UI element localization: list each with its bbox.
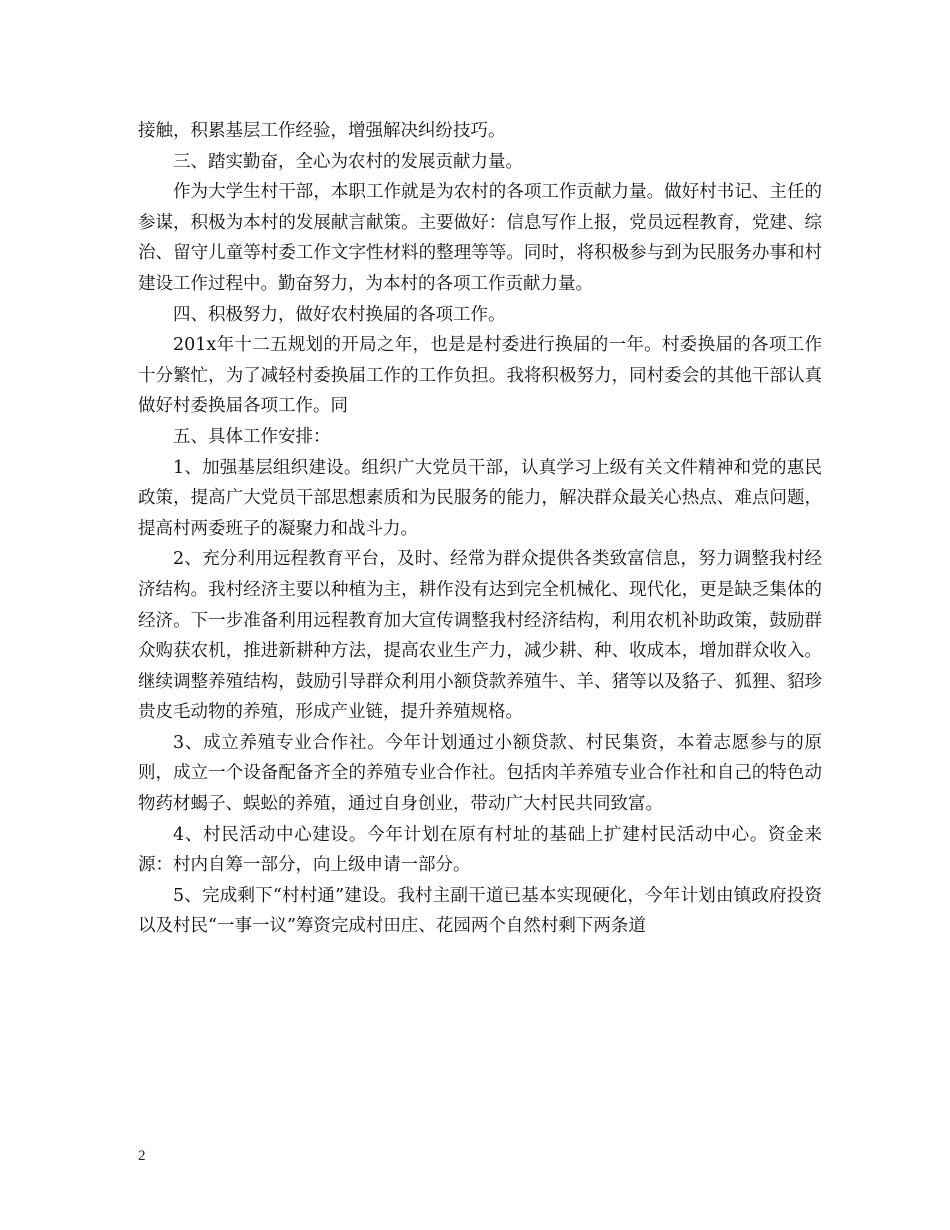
paragraph: 作为大学生村干部，本职工作就是为农村的各项工作贡献力量。做好村书记、主任的参谋，积极为本村的发展献言献策。主要做好：信息写作上报，党员远程教育，党建、综治、留守儿童等村委工作文字性材料的整理等等。同时，将积极参与到为民服务办事和村建设工作过程中。勤奋努力，为本村的各项工作贡献力量。 <box>138 182 822 294</box>
list-item-1: 1、加强基层组织建设。组织广大党员干部，认真学习上级有关文件精神和党的惠民政策，提高广大党员干部思想素质和为民服务的能力，解决群众最关心热点、难点问题，提高村两委班子的凝聚力和战斗力。 <box>138 457 822 539</box>
section-heading-5: 五、具体工作安排： <box>173 426 331 447</box>
paragraph-continuation: 接触，积累基层工作经验，增强解决纠纷技巧。 <box>138 121 506 141</box>
section-heading-4: 四、积极努力，做好农村换届的各项工作。 <box>173 304 506 325</box>
document-body <box>138 116 822 942</box>
list-item-2: 2、充分利用远程教育平台，及时、经常为群众提供各类致富信息，努力调整我村经济结构。我村经济主要以种植为主，耕作没有达到完全机械化、现代化，更是缺乏集体的经济。下一步准备利用远程教育加大宣传调整我村经济结构，利用农机补助政策，鼓励群众购获农机，推进新耕种方法，提高农业生产力，减少耕、种、收成本，增加群众收入。继续调整养殖结构，鼓励引导群众利用小额贷款养殖牛、羊、猪等以及貉子、狐狸、貂珍贵皮毛动物的养殖，形成产业链，提升养殖规格。 <box>138 549 822 723</box>
page-number: 2 <box>138 1148 146 1164</box>
section-heading-3: 三、踏实勤奋，全心为农村的发展贡献力量。 <box>173 151 523 172</box>
list-item-4: 4、村民活动中心建设。今年计划在原有村址的基础上扩建村民活动中心。资金来源：村内自筹一部分，向上级申请一部分。 <box>138 824 822 876</box>
list-item-5: 5、完成剩下“村村通”建设。我村主副干道已基本实现硬化，今年计划由镇政府投资以及村民“一事一议”筹资完成村田庄、花园两个自然村剩下两条道 <box>138 885 822 937</box>
paragraph: 201x年十二五规划的开局之年，也是是村委进行换届的一年。村委换届的各项工作十分繁忙，为了减轻村委换届工作的工作负担。我将积极努力，同村委会的其他干部认真做好村委换届各项工作。同 <box>138 335 822 417</box>
list-item-3: 3、成立养殖专业合作社。今年计划通过小额贷款、村民集资，本着志愿参与的原则，成立一个设备配备齐全的养殖专业合作社。包括肉羊养殖专业合作社和自己的特色动物药材蝎子、蜈蚣的养殖，通过自身创业，带动广大村民共同致富。 <box>138 732 822 815</box>
